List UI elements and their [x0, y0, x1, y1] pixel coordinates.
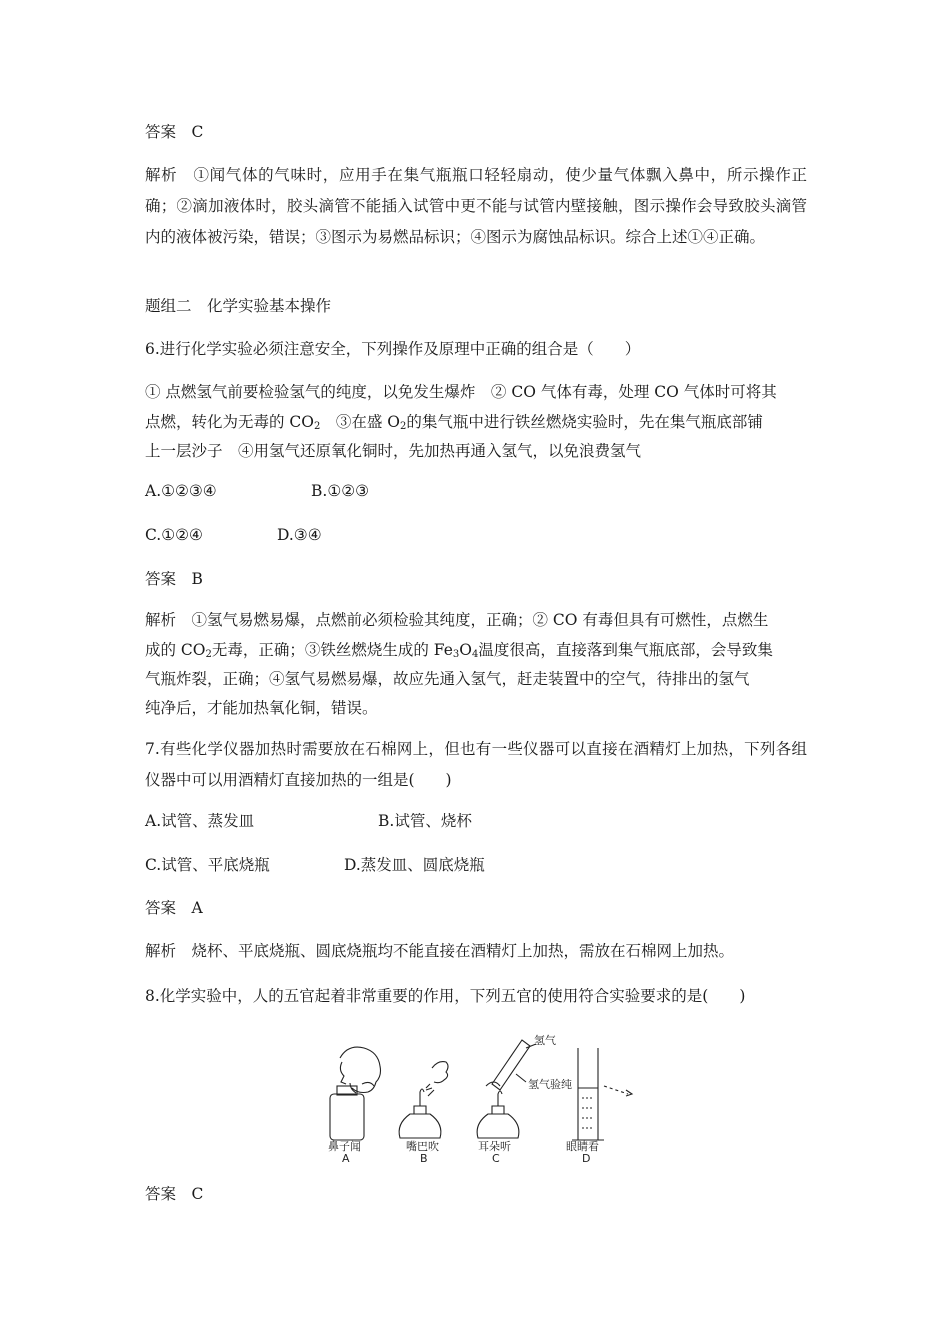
figure-caption-d: 眼睛看	[566, 1140, 599, 1153]
analysis-6-line-3: 气瓶炸裂，正确；④氢气易燃易爆，故应先通入氢气，赶走装置中的空气，待排出的氢气	[145, 670, 750, 688]
answer-7: 答案 A	[145, 899, 203, 917]
question-6-statements-line-3: 上一层沙子 ④用氢气还原氧化铜时，先加热再通入氢气，以免浪费氢气	[145, 442, 642, 460]
question-6-statements-line-2	[145, 411, 763, 438]
question-7-option-d: D.蒸发皿、圆底烧瓶	[344, 856, 485, 874]
answer-8: 答案 C	[145, 1185, 204, 1203]
question-7-option-b: B.试管、烧杯	[378, 812, 472, 830]
answer-6: 答案 B	[145, 570, 203, 588]
figure-label-hydrogen-test: 氢气验纯	[528, 1078, 572, 1091]
figure-caption-c: 耳朵听	[478, 1140, 511, 1153]
question-6-option-c: C.①②④	[145, 526, 203, 544]
figure-b-blow	[399, 1062, 448, 1138]
text: 温度很高，直接落到集气瓶底部，会导致集	[478, 641, 773, 659]
figure-label-hydrogen: 氢气	[534, 1034, 556, 1047]
subscript: 3	[452, 649, 460, 660]
text: O	[459, 641, 472, 659]
figure-letter-d: D	[582, 1152, 591, 1163]
subscript: 2	[400, 421, 407, 432]
question-6-stem: 6.进行化学实验必须注意安全，下列操作及原理中正确的组合是（ ）	[145, 340, 641, 358]
text: ③在盛 O	[320, 413, 401, 431]
question-7-option-a: A.试管、蒸发皿	[145, 812, 255, 830]
analysis-6-line-2	[145, 639, 773, 666]
question-6-option-b: B.①②③	[311, 482, 370, 500]
figure-d-look	[572, 1048, 632, 1140]
subscript: 2	[205, 649, 212, 660]
figure-letter-a: A	[342, 1152, 350, 1163]
answer-5: 答案 C	[145, 123, 204, 141]
question-6-statements-line-1: ① 点燃氢气前要检验氢气的纯度，以免发生爆炸 ② CO 气体有毒，处理 CO 气体时可将其	[145, 383, 777, 401]
subscript: 2	[314, 421, 321, 432]
question-6-option-a: A.①②③④	[145, 482, 217, 500]
figure-caption-a: 鼻子闻	[328, 1140, 361, 1153]
figure-a-smell	[330, 1047, 381, 1140]
section-title: 题组二 化学实验基本操作	[145, 297, 332, 315]
analysis-6-line-1: 解析 ①氢气易燃易爆，点燃前必须检验其纯度，正确；② CO 有毒但具有可燃性，点燃生	[145, 611, 769, 629]
analysis-6-line-4: 纯净后，才能加热氧化铜，错误。	[145, 699, 378, 717]
figure-caption-b: 嘴巴吹	[406, 1140, 439, 1153]
text: 无毒，正确；③铁丝燃烧生成的 Fe	[211, 641, 453, 659]
figure-letter-c: C	[492, 1152, 500, 1163]
question-7-stem: 7.有些化学仪器加热时需要放在石棉网上，但也有一些仪器可以直接在酒精灯上加热，下列各组仪器中可以用酒精灯直接加热的一组是( )	[145, 740, 807, 789]
subscript: 4	[471, 649, 479, 660]
analysis-7: 解析 烧杯、平底烧瓶、圆底烧瓶均不能直接在酒精灯上加热，需放在石棉网上加热。	[145, 942, 735, 960]
question-8-stem: 8.化学实验中，人的五官起着非常重要的作用，下列五官的使用符合实验要求的是( )	[145, 987, 746, 1005]
text: 成的 CO	[145, 641, 206, 659]
text: 的集气瓶中进行铁丝燃烧实验时，先在集气瓶底部铺	[406, 413, 763, 431]
analysis-5: 解析 ①闻气体的气味时，应用手在集气瓶瓶口轻轻扇动，使少量气体飘入鼻中，所示操作正确；②滴加液体时，胶头滴管不能插入试管中更不能与试管内壁接触，图示操作会导致胶头滴管内的液体被污染，错误；③图示为易燃品标识；④图示为腐蚀品标识。综合上述①④正确。	[145, 166, 807, 246]
figure-letter-b: B	[420, 1152, 428, 1163]
question-6-option-d: D.③④	[277, 526, 322, 544]
text: 点燃，转化为无毒的 CO	[145, 413, 314, 431]
question-8-figure	[320, 1028, 650, 1163]
question-7-option-c: C.试管、平底烧瓶	[145, 856, 270, 874]
senses-illustration	[320, 1028, 650, 1163]
